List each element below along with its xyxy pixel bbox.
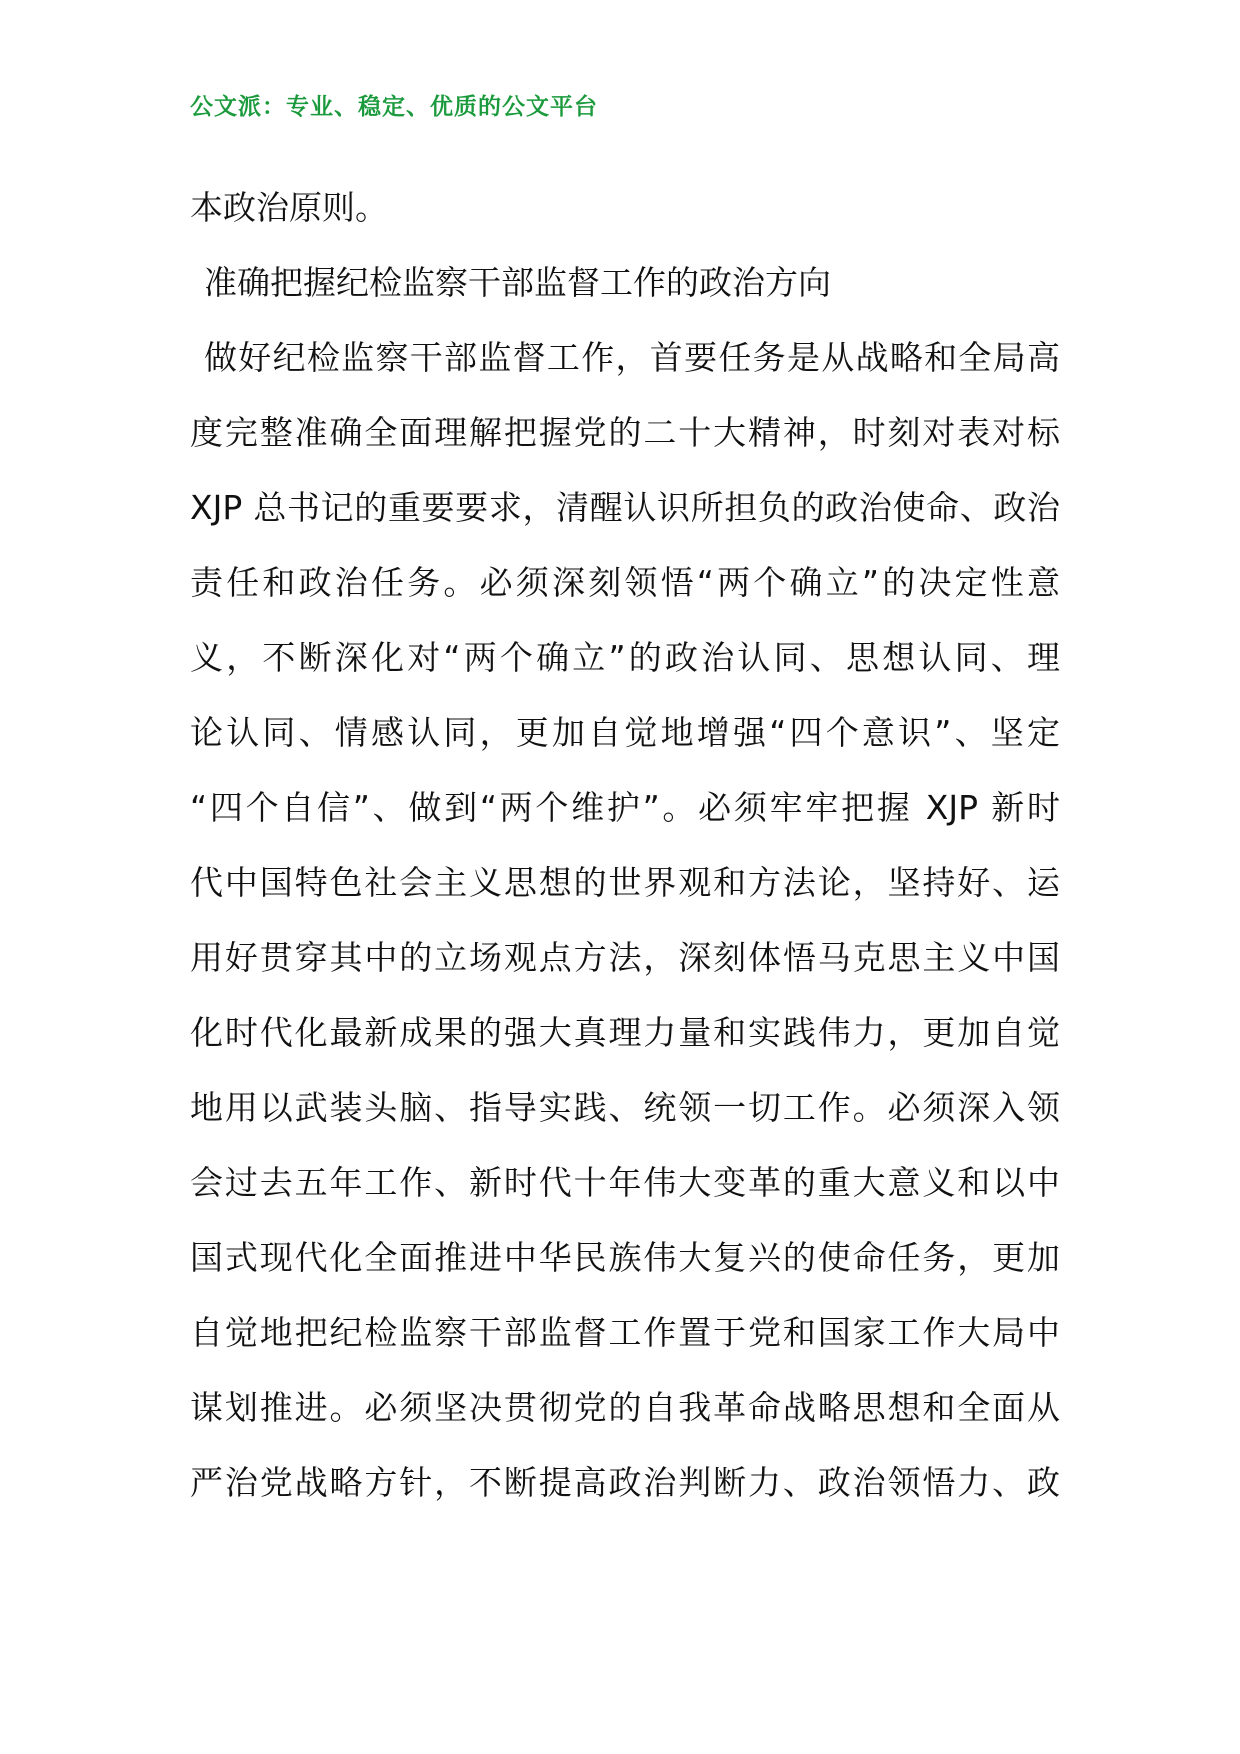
text-line: 义，不断深化对“两个确立”的政治认同、思想认同、理 (190, 638, 1060, 677)
text-line: 用好贯穿其中的立场观点方法，深刻体悟马克思主义中国 (190, 938, 1060, 977)
text-line: 本政治原则。 (190, 188, 388, 227)
section-heading: 准确把握纪检监察干部监督工作的政治方向 (204, 263, 831, 302)
page-header: 公文派：专业、稳定、优质的公文平台 (190, 94, 598, 120)
text-line: 会过去五年工作、新时代十年伟大变革的重大意义和以中 (190, 1163, 1060, 1202)
document-body (190, 170, 1060, 1520)
text-line: 度完整准确全面理解把握党的二十大精神，时刻对表对标 (190, 413, 1060, 452)
text-line: 责任和政治任务。必须深刻领悟“两个确立”的决定性意 (190, 563, 1060, 602)
text-line: 做好纪检监察干部监督工作，首要任务是从战略和全局高 (204, 338, 1060, 377)
text-line: 谋划推进。必须坚决贯彻党的自我革命战略思想和全面从 (190, 1388, 1060, 1427)
text-line: 论认同、情感认同，更加自觉地增强“四个意识”、坚定 (190, 713, 1060, 752)
text-line: 化时代化最新成果的强大真理力量和实践伟力，更加自觉 (190, 1013, 1060, 1052)
text-line: XJP 总书记的重要要求，清醒认识所担负的政治使命、政治 (190, 488, 1060, 527)
text-line: 严治党战略方针，不断提高政治判断力、政治领悟力、政 (190, 1463, 1060, 1502)
text-line: “四个自信”、做到“两个维护”。必须牢牢把握 XJP 新时 (190, 788, 1060, 827)
text-line: 代中国特色社会主义思想的世界观和方法论，坚持好、运 (190, 863, 1060, 902)
text-line: 自觉地把纪检监察干部监督工作置于党和国家工作大局中 (190, 1313, 1060, 1352)
text-line: 国式现代化全面推进中华民族伟大复兴的使命任务，更加 (190, 1238, 1060, 1277)
text-line: 地用以武装头脑、指导实践、统领一切工作。必须深入领 (190, 1088, 1060, 1127)
